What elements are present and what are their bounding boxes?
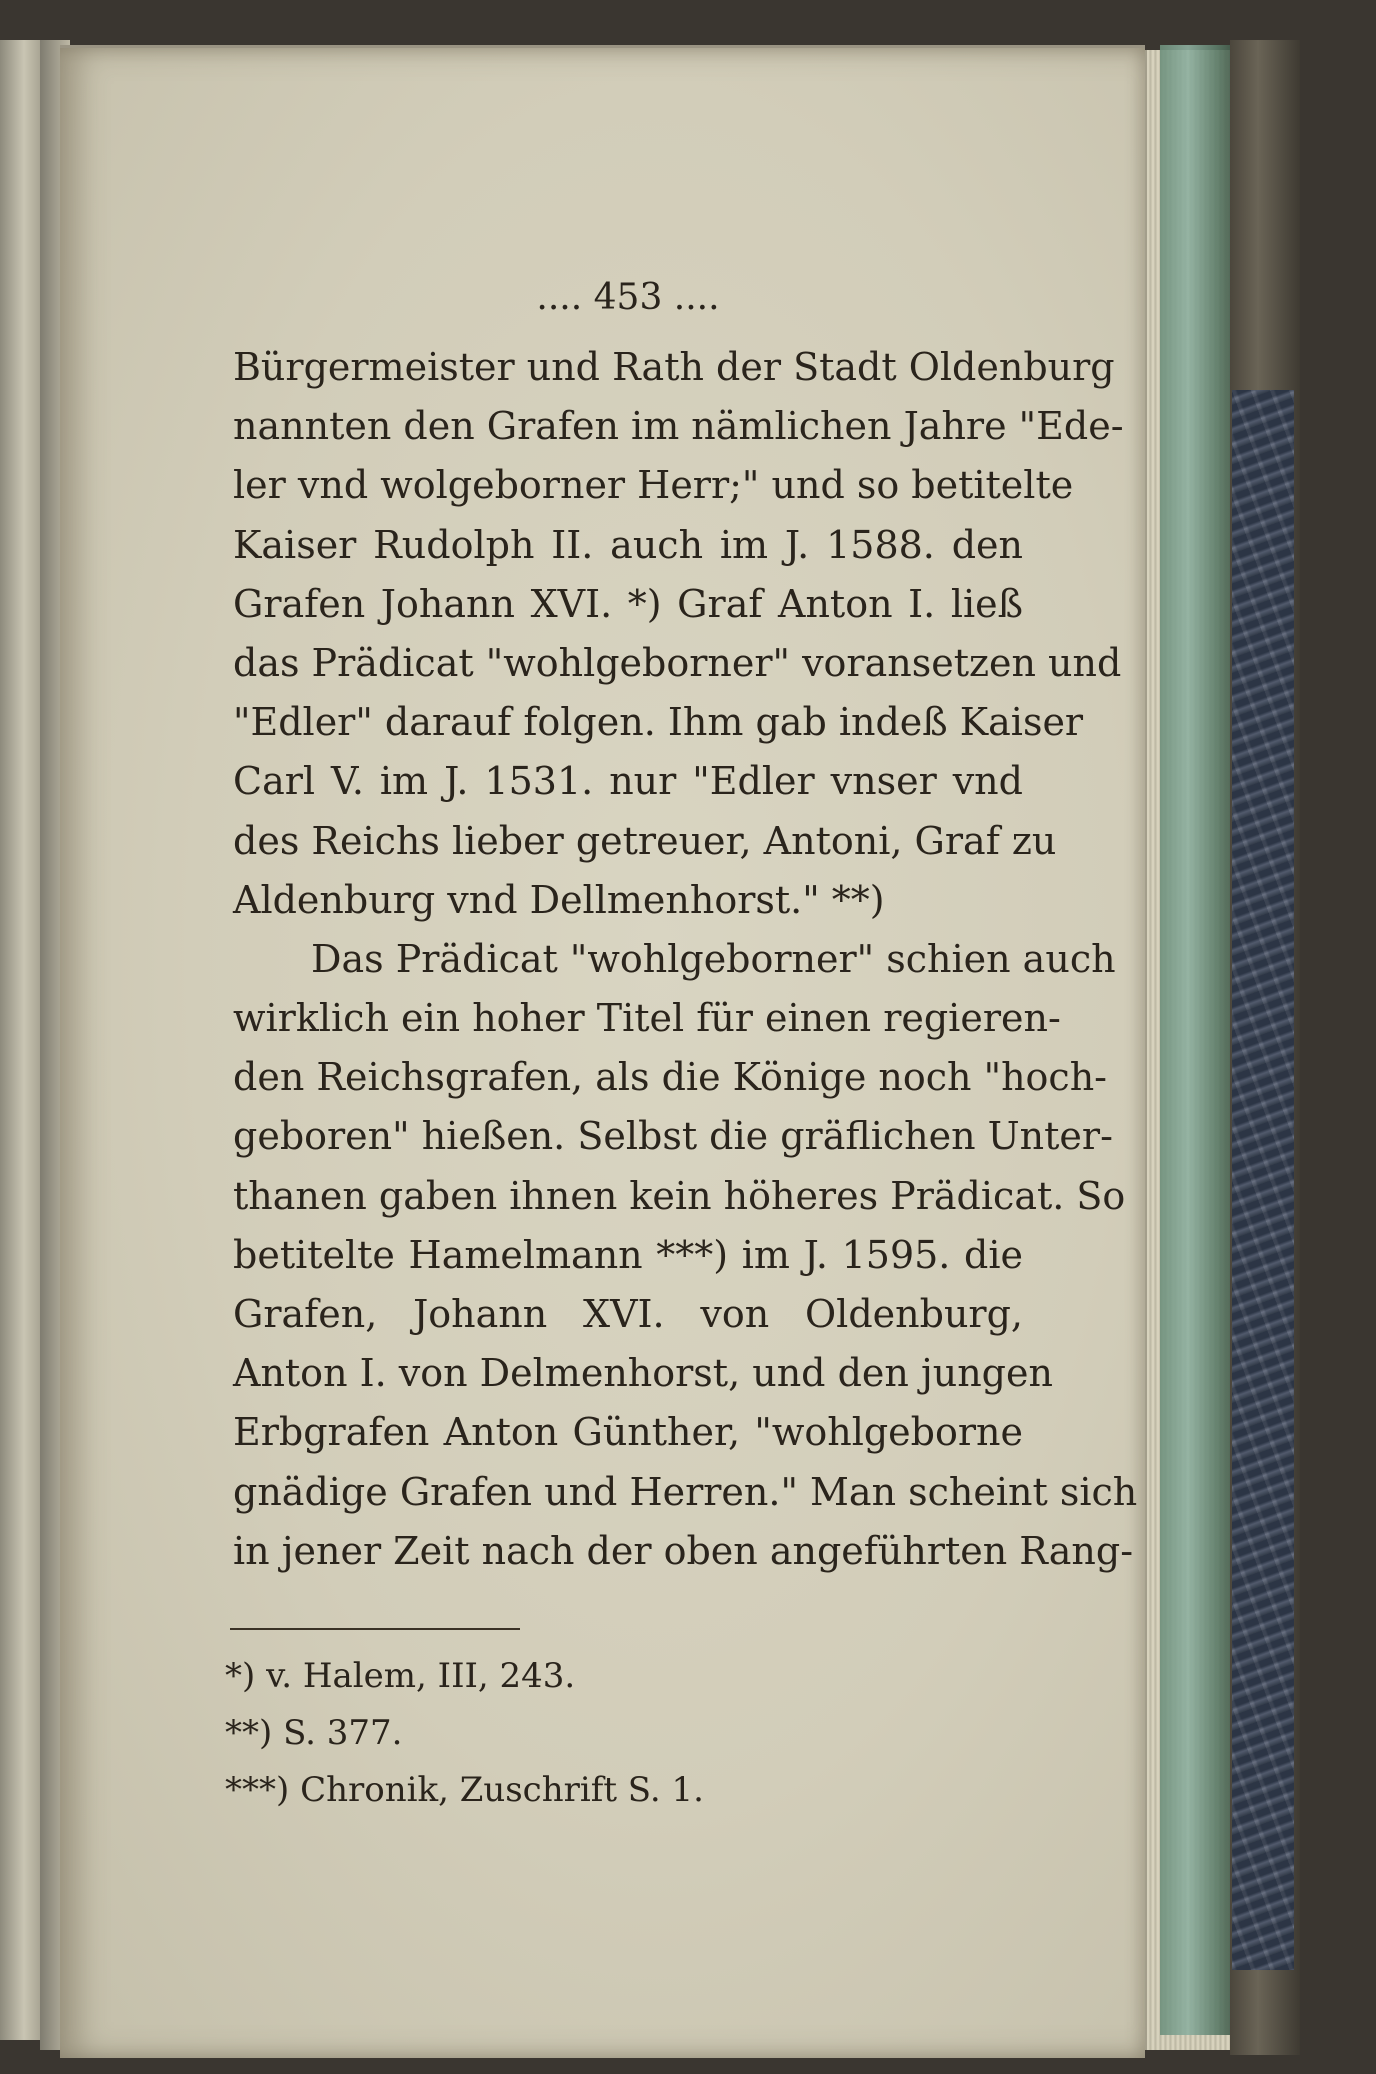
text-line: "Edler" darauf folgen. Ihm gab indeß Kaiser bbox=[233, 700, 1084, 745]
book-page bbox=[60, 45, 1145, 2058]
text-line: ler vnd wolgeborner Herr;" und so betitelte bbox=[233, 463, 1074, 508]
footnote-rule bbox=[230, 1628, 520, 1630]
text-line: geboren" hießen. Selbst die gräflichen Unter- bbox=[233, 1114, 1113, 1159]
body-text bbox=[233, 338, 1138, 1581]
text-line: wirklich ein hoher Titel für einen regieren- bbox=[233, 996, 1061, 1041]
footnote: **) S. 377. bbox=[225, 1713, 403, 1753]
text-line: Erbgrafen Anton Günther, "wohlgeborne bbox=[233, 1410, 1023, 1455]
text-line: Das Prädicat "wohlgeborner" schien auch bbox=[311, 936, 1116, 981]
text-line: Grafen Johann XVI. *) Graf Anton I. ließ bbox=[233, 581, 1023, 626]
text-line: in jener Zeit nach der oben angeführten Rang- bbox=[233, 1528, 1134, 1573]
page-number: .... 453 .... bbox=[536, 277, 720, 318]
text-line: Kaiser Rudolph II. auch im J. 1588. den bbox=[233, 522, 1023, 567]
text-line: des Reichs lieber getreuer, Antoni, Graf zu bbox=[233, 818, 1057, 863]
footnote: *) v. Halem, III, 243. bbox=[225, 1656, 576, 1696]
marbled-cover bbox=[1232, 390, 1294, 1970]
text-line: nannten den Grafen im nämlichen Jahre "Ede- bbox=[233, 404, 1124, 449]
text-line: Carl V. im J. 1531. nur "Edler vnser vnd bbox=[233, 759, 1023, 804]
text-line: betitelte Hamelmann ***) im J. 1595. die bbox=[233, 1232, 1023, 1277]
previous-page-edge bbox=[0, 40, 42, 2040]
footnotes bbox=[225, 1648, 925, 1819]
text-line: Bürgermeister und Rath der Stadt Oldenburg bbox=[233, 345, 1115, 389]
text-line: Grafen, Johann XVI. von Oldenburg, bbox=[233, 1292, 1023, 1336]
text-line: Anton I. von Delmenhorst, und den jungen bbox=[233, 1351, 1053, 1396]
book-headband bbox=[1160, 45, 1230, 2035]
footnote: ***) Chronik, Zuschrift S. 1. bbox=[225, 1770, 704, 1810]
text-line: thanen gaben ihnen kein höheres Prädicat. So bbox=[233, 1173, 1126, 1218]
text-line: den Reichsgrafen, als die Könige noch "hoch- bbox=[233, 1055, 1108, 1100]
text-line: Aldenburg vnd Dellmenhorst." **) bbox=[233, 877, 885, 922]
text-line: das Prädicat "wohlgeborner" voransetzen und bbox=[233, 640, 1122, 685]
text-line: gnädige Grafen und Herren." Man scheint sich bbox=[233, 1469, 1138, 1514]
